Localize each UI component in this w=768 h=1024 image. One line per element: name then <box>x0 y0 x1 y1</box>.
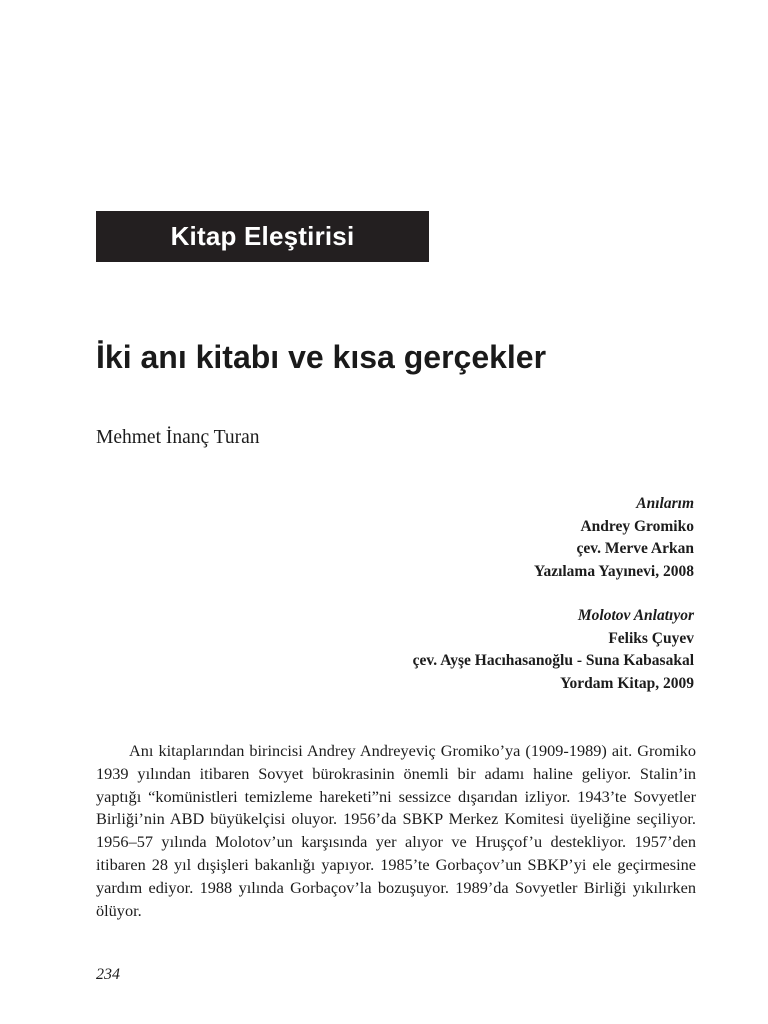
book-title: Molotov Anlatıyor <box>577 607 694 624</box>
book-author: Feliks Çuyev <box>608 629 694 647</box>
book-translator: çev. Merve Arkan <box>576 540 694 557</box>
book-publisher: Yazılama Yayınevi, 2008 <box>533 562 694 580</box>
body-paragraph: Anı kitaplarından birincisi Andrey Andreyeviç Gromiko’ya (1909-1989) ait. Gromiko 1939 yılından itibaren Sovyet bürokrasinin önemli bir adamı haline geliyor. Stalin’in yaptığı “komünistleri temizleme hareketi”ni sessizce dışarıdan izliyor. 1943’te Sovyetler Birliği’nin ABD büyükelçisi oluyor. 1956’da SBKP Merkez Komitesi üyeliğine seçiliyor. 1956–57 yılında Molotov’un karşısında yer alıyor ve Hruşçof’u destekliyor. 1957’den itibaren 28 yıl dışişleri bakanlığı yapıyor. 1985’te Gorbaçov’un SBKP’yi ele geçirmesine yardım ediyor. 1988 yılında Gorbaçov’la bozuşuyor. 1989’da Sovyetler Birliği yıkılırken ölüyor. <box>96 741 696 920</box>
article-title: İki anı kitabı ve kısa gerçekler <box>96 339 547 375</box>
book-author: Andrey Gromiko <box>580 517 694 535</box>
book-title: Anılarım <box>636 495 694 512</box>
book-reference <box>534 493 694 583</box>
page-number: 234 <box>96 966 120 983</box>
book-reference <box>413 605 694 695</box>
book-translator: çev. Ayşe Hacıhasanoğlu - Suna Kabasakal <box>412 652 694 669</box>
book-publisher: Yordam Kitap, 2009 <box>560 674 694 692</box>
section-label: Kitap Eleştirisi <box>170 221 355 251</box>
section-banner <box>96 211 429 262</box>
article-author: Mehmet İnanç Turan <box>96 427 260 448</box>
